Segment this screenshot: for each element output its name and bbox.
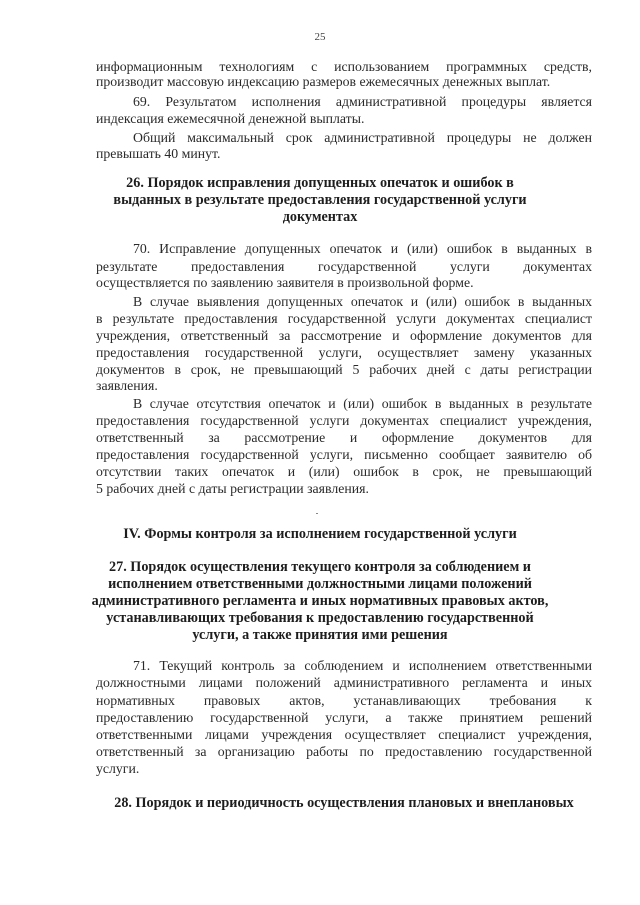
- text-line: превышать 40 минут.: [96, 146, 221, 161]
- heading-line: исполнением ответственными должностными лицами положений: [108, 576, 532, 592]
- text-line: осуществляется по заявлению заявителя в произвольной форме.: [96, 275, 474, 290]
- text-line: 70. Исправление допущенных опечаток и (или) ошибок в выданных в: [133, 241, 592, 256]
- heading-line: 27. Порядок осуществления текущего контроля за соблюдением и: [109, 559, 531, 575]
- text-line: предоставления государственной услуги, осуществляет замену указанных: [96, 345, 592, 360]
- text-line: ответственный за организацию работы по предоставлению государственной: [96, 744, 592, 759]
- text-line: предоставления государственной услуги, письменно сообщает заявителю об: [96, 447, 592, 462]
- heading-line: услуги, а также принятия ими решения: [192, 627, 448, 643]
- text-line: 5 рабочих дней с даты регистрации заявления.: [96, 481, 369, 496]
- heading-line: 26. Порядок исправления допущенных опечаток и ошибок в: [126, 175, 514, 191]
- text-line: 71. Текущий контроль за соблюдением и исполнением ответственными: [133, 658, 592, 673]
- text-line: заявления.: [96, 378, 158, 393]
- text-line: документов в срок, не превышающий 5 рабочих дней с даты регистрации: [96, 362, 592, 377]
- text-line: предоставлению государственной услуги, а также принятием решений: [96, 710, 592, 725]
- text-line: учреждения, ответственный за рассмотрение и оформление документов для: [96, 328, 592, 343]
- text-line: индексация ежемесячной денежной выплаты.: [96, 111, 365, 126]
- heading-line: выданных в результате предоставления государственной услуги: [113, 192, 527, 208]
- text-line: должностными лицами положений административного регламента и иных: [96, 675, 592, 690]
- text-line: Общий максимальный срок административной процедуры не должен: [133, 130, 592, 145]
- page-number: 25: [314, 31, 326, 43]
- text-line: ответственными лицами учреждения осуществляет специалист учреждения,: [96, 727, 592, 742]
- heading-line: IV. Формы контроля за исполнением государственной услуги: [123, 526, 517, 542]
- text-line: результате предоставления государственной услуги документах: [96, 259, 592, 274]
- text-line: 69. Результатом исполнения административной процедуры является: [133, 94, 592, 109]
- text-line: в результате предоставления государственной услуги документах специалист: [96, 311, 592, 326]
- heading-line: административного регламента и иных нормативных правовых актов,: [91, 593, 549, 609]
- text-line: В случае выявления допущенных опечаток и (или) ошибок в выданных: [133, 294, 592, 309]
- text-line: В случае отсутствия опечаток и (или) ошибок в выданных в результате: [133, 396, 592, 411]
- text-line: услуги.: [96, 761, 140, 776]
- text-line: производит массовую индексацию размеров ежемесячных денежных выплат.: [96, 74, 551, 89]
- text-line: отсутствии таких опечаток и (или) ошибок в срок, не превышающий: [96, 464, 592, 479]
- scan-speck: [316, 513, 318, 514]
- text-line: предоставления государственной услуги документах специалист учреждения,: [96, 413, 592, 428]
- heading-line: документах: [282, 209, 358, 225]
- text-line: информационным технологиям с использованием программных средств,: [96, 59, 592, 74]
- heading-line: 28. Порядок и периодичность осуществления плановых и внеплановых: [114, 795, 574, 811]
- text-line: нормативных правовых актов, устанавливающих требования к: [96, 693, 592, 708]
- text-line: ответственный за рассмотрение и оформление документов для: [96, 430, 592, 445]
- heading-line: устанавливающих требования к предоставлению государственной: [106, 610, 534, 626]
